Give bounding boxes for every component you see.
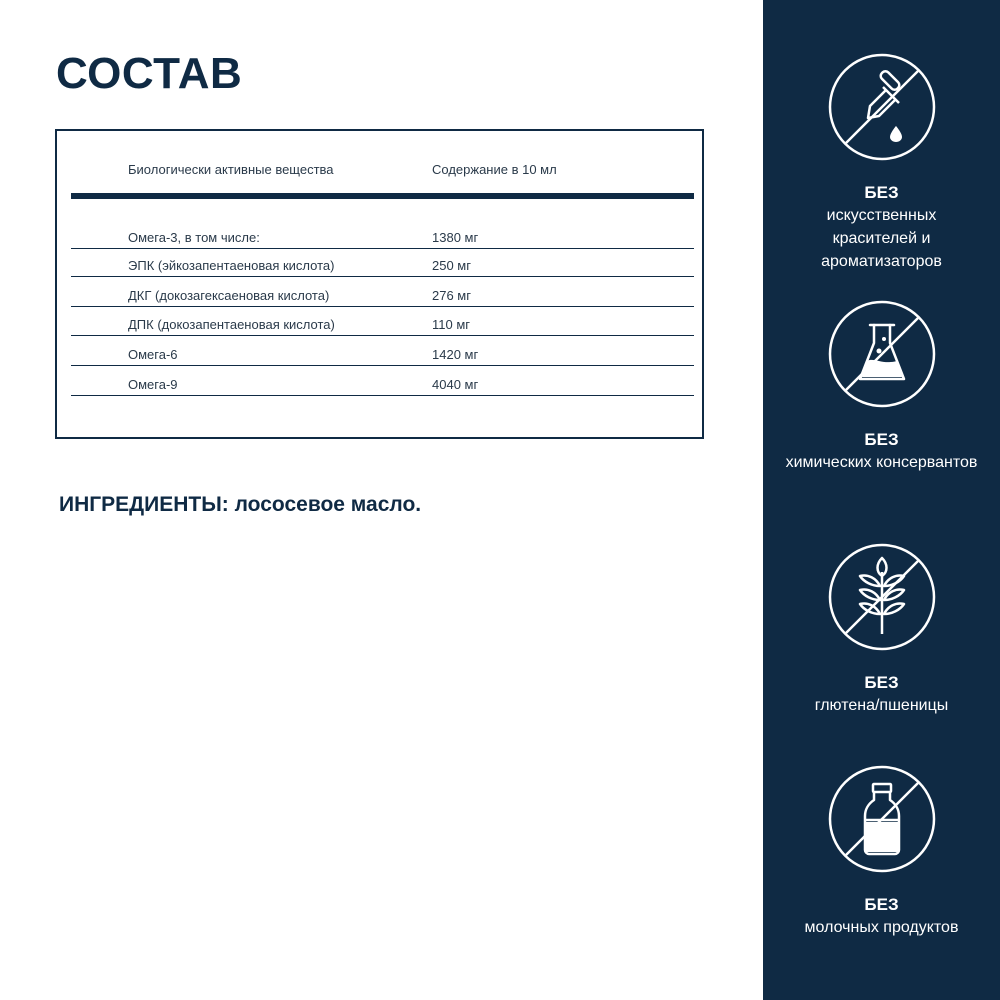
feature-bold: БЕЗ: [864, 183, 899, 202]
feature-no-dairy: [763, 764, 1000, 939]
composition-table: [55, 129, 704, 439]
feature-no-dyes: [763, 52, 1000, 273]
feature-bold: БЕЗ: [864, 430, 899, 449]
row-name: Омега-6: [128, 347, 178, 362]
row-name: ЭПК (эйкозапентаеновая кислота): [128, 258, 335, 273]
row-value: 250 мг: [432, 258, 471, 273]
table-header-substances: Биологически активные вещества: [128, 162, 334, 177]
table-row: [71, 221, 694, 249]
page-title: СОСТАВ: [56, 49, 243, 98]
feature-bold: БЕЗ: [864, 895, 899, 914]
row-value: 4040 мг: [432, 377, 479, 392]
feature-text: глютена/пшеницы: [814, 697, 949, 714]
table-row: [71, 249, 694, 277]
feature-text: химических консервантов: [785, 454, 978, 471]
ingredients-text: ИНГРЕДИЕНТЫ: лососевое масло.: [59, 493, 422, 516]
table-row: [71, 338, 694, 366]
table-row: [71, 279, 694, 307]
features-sidebar: [763, 0, 1000, 1000]
feature-text: молочных продуктов: [804, 919, 959, 936]
no-milk-bottle-icon: [827, 764, 937, 874]
row-name: ДПК (докозапентаеновая кислота): [128, 317, 335, 332]
table-header-content: Содержание в 10 мл: [432, 162, 557, 177]
feature-no-preservatives: [763, 299, 1000, 474]
row-name: Омега-3, в том числе:: [128, 230, 260, 245]
row-name: ДКГ (докозагексаеновая кислота): [128, 288, 330, 303]
row-value: 276 мг: [432, 288, 471, 303]
row-value: 1380 мг: [432, 230, 479, 245]
table-header-divider: [71, 193, 694, 199]
feature-bold: БЕЗ: [864, 673, 899, 692]
table-row: [71, 308, 694, 336]
row-name: Омега-9: [128, 377, 178, 392]
row-value: 110 мг: [432, 317, 471, 332]
no-flask-icon: [827, 299, 937, 409]
no-wheat-icon: [827, 542, 937, 652]
row-value: 1420 мг: [432, 347, 479, 362]
feature-text: искусственных красителей и ароматизаторов: [821, 207, 942, 270]
feature-no-gluten: [763, 542, 1000, 717]
table-row: [71, 368, 694, 396]
no-dropper-icon: [827, 52, 937, 162]
